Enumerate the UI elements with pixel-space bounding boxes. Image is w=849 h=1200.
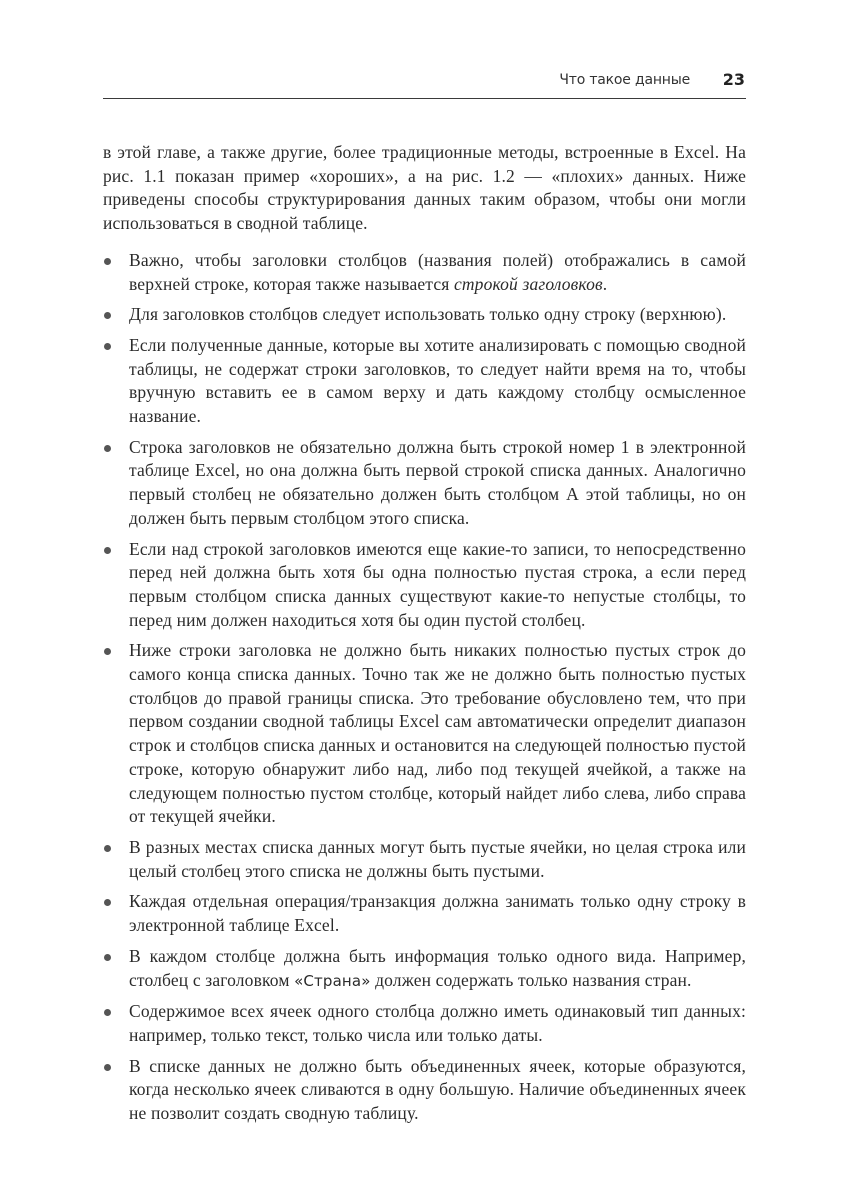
bullet-icon (104, 445, 111, 452)
bullet-icon (104, 1064, 111, 1071)
bullet-icon (104, 312, 111, 319)
list-item (103, 303, 746, 327)
list-item (103, 1000, 746, 1047)
list-item (103, 538, 746, 633)
list-item-text: Каждая отдельная операция/транзакция должна занимать только одну строку в электронной таблице Excel. (129, 891, 746, 936)
list-item-text: Важно, чтобы заголовки столбцов (названия полей) отображались в самой верхней строке, которая также называется (129, 249, 746, 294)
list-item-text: Для заголовков столбцов следует использовать только одну строку (верхнюю). (129, 304, 727, 325)
list-item (103, 836, 746, 883)
page-body (103, 141, 746, 1133)
page-number: 23 (722, 70, 745, 89)
list-item-text: Если над строкой заголовков имеются еще какие-то записи, то непосредственно перед ней должна быть хотя бы одна полностью пустая строка, а если перед первым столбцом списка данных существуют какие-то непустые столбцы, то перед ним должен находиться хотя бы один пустой столбец. (129, 538, 746, 630)
list-item (103, 1055, 746, 1126)
running-header (103, 72, 746, 99)
list-item-text: Если полученные данные, которые вы хотите анализировать с помощью сводной таблицы, не содержат строки заголовков, то следует найти время на то, чтобы вручную вставить ее в самом верху и дать каждому столбцу осмысленное название. (129, 334, 746, 427)
bullet-icon (104, 648, 111, 655)
chapter-title: Что такое данные (559, 72, 690, 88)
intro-paragraph: в этой главе, а также другие, более традиционные методы, встроенные в Excel. На рис. 1.1 показан пример «хороших», а на рис. 1.2 — «плохих» данных. Ниже приведены способы структурирования данных таким образом, чтобы они могли использоваться в сводной таблице. (103, 142, 746, 234)
list-item-text-after: должен содержать только названия стран. (370, 969, 692, 990)
list-item (103, 334, 746, 429)
list-item-emphasis: строкой заголовков (453, 273, 603, 294)
list-item-text: Содержимое всех ячеек одного столбца должно иметь одинаковый тип данных: например, только текст, только числа или только даты. (129, 1001, 746, 1045)
bullet-icon (104, 845, 111, 852)
list-item-text-after: . (602, 273, 608, 294)
bullet-icon (104, 954, 111, 961)
list-item (103, 945, 746, 993)
list-item-text: Ниже строки заголовка не должно быть никаких полностью пустых строк до самого конца списка данных. Точно так же не должно быть полностью пустых столбцов до правой границы списка. Это требование обусловлено тем, что при первом создании сводной таблицы Excel сам автоматически определит диапазон строк и столбцов списка данных и остановится на следующей полностью пустой строке, которую обнаружит либо над, либо под текущей ячейкой, а также на следующем полностью пустом столбце, который найдет либо слева, либо справа от текущей ячейки. (129, 640, 746, 827)
list-item (103, 249, 746, 296)
list-item (103, 890, 746, 937)
bullet-icon (104, 258, 111, 265)
list-item-text: В списке данных не должно быть объединенных ячеек, которые образуются, когда несколько ячеек сливаются в одну большую. Наличие объединенных ячеек не позволит создать сводную таблицу. (129, 1055, 746, 1124)
list-item-text: В каждом столбце должна быть информация только одного вида. Например, столбец с заголовком (129, 945, 746, 990)
bullet-icon (104, 343, 111, 350)
list-item-text: В разных местах списка данных могут быть пустые ячейки, но целая строка или целый столбец этого списка не должны быть пустыми. (129, 836, 746, 881)
bullet-list (103, 249, 746, 1126)
bullet-icon (104, 547, 111, 554)
column-name-term: «Страна» (294, 971, 371, 990)
list-item-text: Строка заголовков не обязательно должна быть строкой номер 1 в электронной таблице Excel, но она должна быть первой строкой списка данных. Аналогично первый столбец не обязательно должен быть столбцом А этой таблицы, но он должен быть первым столбцом этого списка. (129, 436, 746, 528)
list-item (103, 436, 746, 531)
bullet-icon (104, 899, 111, 906)
list-item (103, 639, 746, 829)
bullet-icon (104, 1009, 111, 1016)
